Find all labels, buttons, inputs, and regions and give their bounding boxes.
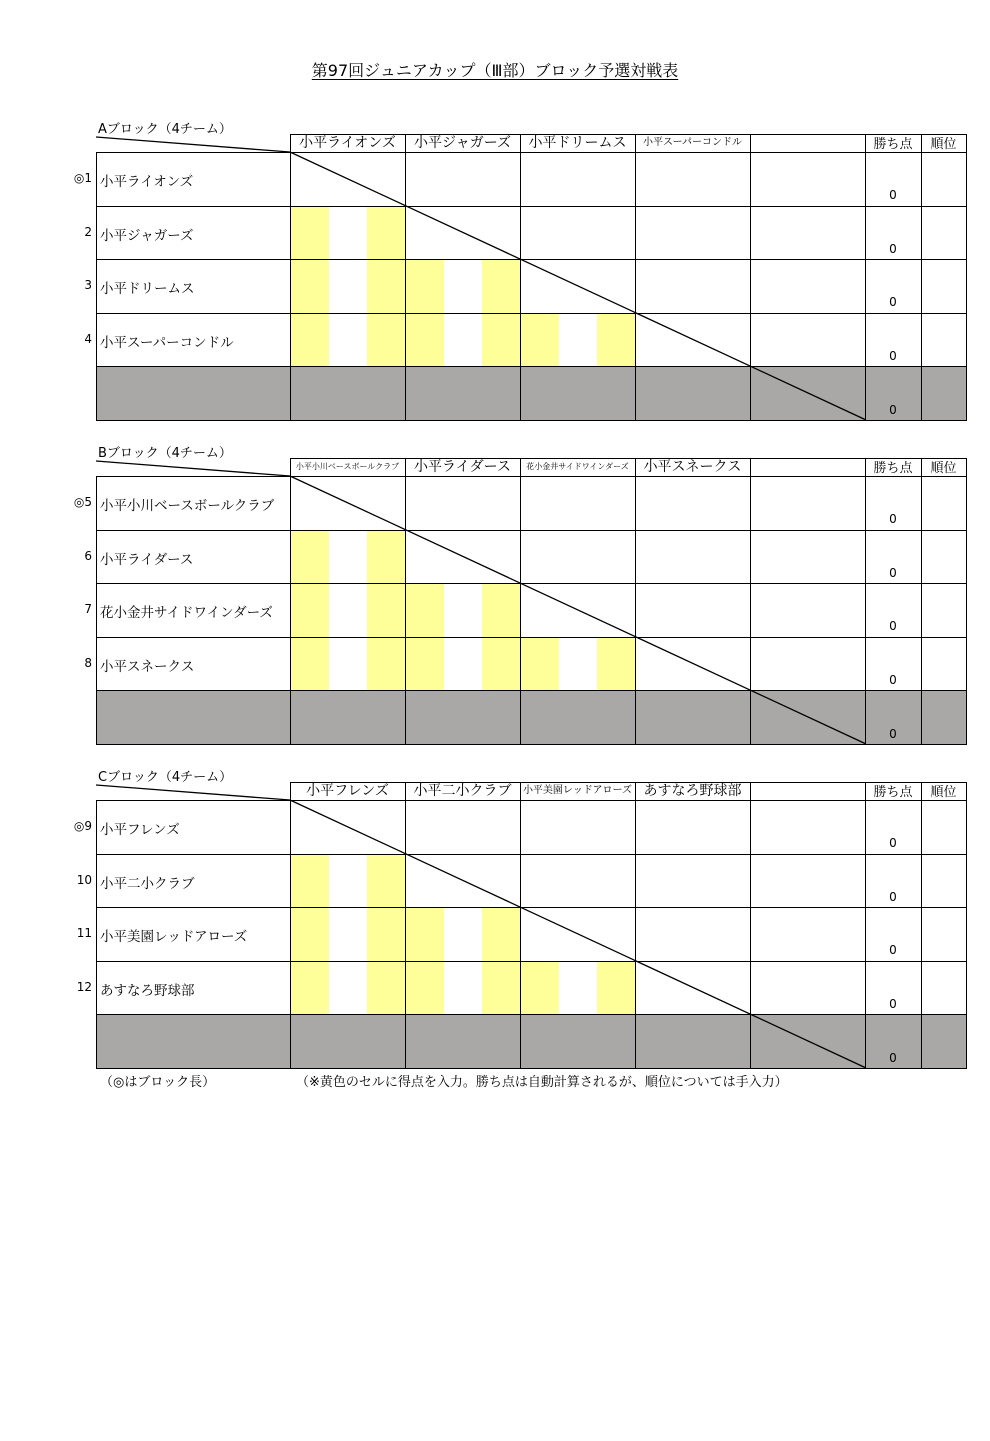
extra-row-points: 0	[889, 727, 897, 741]
team-points: 0	[889, 943, 897, 957]
team-name: 小平スーパーコンドル	[100, 334, 234, 351]
team-name: 小平ジャガーズ	[100, 227, 194, 244]
header-rank: 順位	[930, 461, 957, 476]
extra-row-points: 0	[889, 1051, 897, 1065]
column-header-team: 小平スーパーコンドル	[643, 137, 742, 148]
column-header-team: あすなろ野球部	[643, 783, 742, 799]
extra-row-points: 0	[889, 403, 897, 417]
page-title: 第97回ジュニアカップ（Ⅲ部）ブロック予選対戦表	[311, 61, 679, 80]
self-match-diagonal	[290, 476, 865, 744]
team-number: 10	[76, 872, 92, 887]
team-name: あすなろ野球部	[100, 982, 195, 999]
team-number: 12	[76, 979, 92, 994]
team-points: 0	[889, 241, 897, 256]
self-match-diagonal	[290, 800, 865, 1068]
team-points: 0	[889, 889, 897, 904]
column-header-team: 小平美園レッドアローズ	[522, 785, 633, 796]
header-diagonal	[96, 461, 290, 476]
footer-note-right: （※黄色のセルに得点を入力。勝ち点は自動計算されるが、順位については手入力）	[296, 1075, 788, 1090]
team-points: 0	[889, 565, 897, 580]
column-header-team: 小平ジャガーズ	[413, 135, 512, 151]
column-header-team: 小平スネークス	[643, 459, 742, 475]
team-name: 小平小川ベースボールクラブ	[100, 498, 275, 514]
team-name: 小平スネークス	[100, 658, 195, 675]
team-number: 7	[84, 602, 92, 616]
team-name: 小平ライオンズ	[100, 174, 194, 190]
column-header-team: 花小金井サイドワインダーズ	[526, 462, 629, 471]
block-c	[0, 766, 990, 1086]
team-name: 小平美園レッドアローズ	[100, 929, 248, 945]
header-points: 勝ち点	[873, 785, 913, 800]
team-number: ◎9	[73, 819, 92, 833]
team-points: 0	[889, 836, 897, 850]
team-name: 小平二小クラブ	[100, 875, 195, 892]
team-number: 3	[84, 278, 92, 292]
team-name: 小平ライダース	[100, 551, 194, 568]
block-label: Bブロック（4チーム）	[98, 446, 232, 461]
column-header-team: 小平ライダース	[414, 459, 511, 475]
self-match-diagonal	[290, 152, 865, 420]
team-name: 小平ドリームス	[100, 281, 195, 297]
block-label: Cブロック（4チーム）	[98, 770, 233, 785]
team-points: 0	[889, 295, 897, 309]
team-points: 0	[889, 672, 897, 687]
column-header-team: 小平二小クラブ	[413, 783, 512, 799]
header-points: 勝ち点	[873, 461, 913, 476]
team-number: ◎1	[73, 171, 92, 185]
header-points: 勝ち点	[873, 137, 913, 152]
team-points: 0	[889, 348, 897, 363]
column-header-team: 小平ライオンズ	[299, 135, 396, 151]
team-number: 8	[84, 655, 92, 670]
team-number: 6	[84, 548, 92, 563]
team-name: 小平フレンズ	[100, 822, 180, 838]
column-header-team: 小平小川ベースボールクラブ	[295, 462, 400, 471]
column-header-team: 小平ドリームス	[528, 135, 627, 151]
team-number: ◎5	[73, 495, 92, 509]
team-name: 花小金井サイドワインダーズ	[100, 605, 273, 621]
team-number: 4	[84, 331, 92, 346]
team-points: 0	[889, 512, 897, 526]
header-diagonal	[96, 137, 290, 152]
header-rank: 順位	[930, 137, 957, 152]
column-header-team: 小平フレンズ	[306, 783, 389, 799]
block-b	[0, 442, 990, 762]
header-rank: 順位	[930, 785, 957, 800]
block-a	[0, 118, 990, 438]
footer-note-left: （◎はブロック長）	[100, 1075, 216, 1090]
header-diagonal	[96, 785, 290, 800]
team-points: 0	[889, 619, 897, 633]
team-points: 0	[889, 996, 897, 1011]
team-number: 2	[84, 224, 92, 239]
team-points: 0	[889, 188, 897, 202]
team-number: 11	[76, 926, 92, 940]
block-label: Aブロック（4チーム）	[98, 122, 232, 137]
